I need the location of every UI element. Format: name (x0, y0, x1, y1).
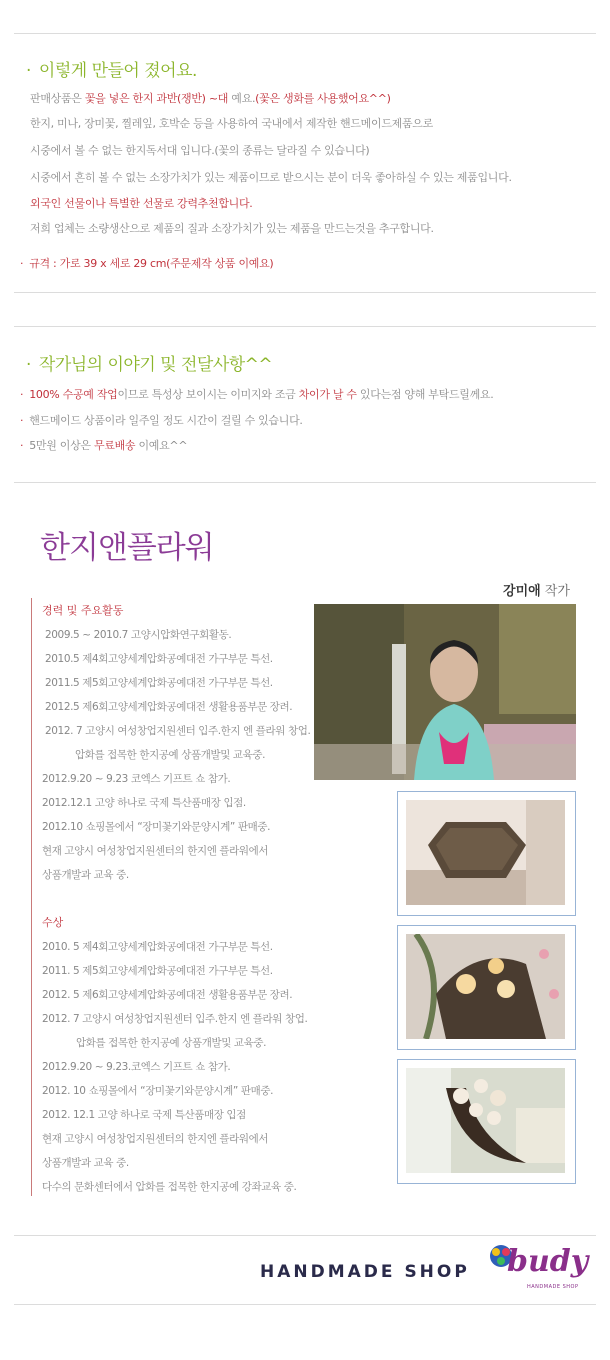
career-column (31, 598, 311, 1196)
brand-title: 한지앤플라워 (40, 530, 214, 566)
divider-2 (14, 326, 596, 327)
award-row: 다수의 문화센터에서 압화를 접목한 한지공예 강좌교육 중. (42, 1181, 297, 1193)
footer-shop-text: HANDMADE SHOP (260, 1262, 470, 1282)
career-row: 2010.5 제4회고양세계압화공예대전 가구부문 특선. (45, 653, 273, 665)
product-tray-image (406, 800, 565, 905)
footer-divider-top (14, 1235, 596, 1236)
awards-heading: 수상 (42, 916, 64, 929)
career-row: 2012. 7 고양시 여성창업지원센터 입주.한지 엔 플라워 창업. (45, 725, 311, 737)
author-photo-art (314, 604, 576, 780)
career-row: 압화를 접목한 한지공예 상품개발및 교육중. (75, 749, 266, 761)
footer-divider-bottom (14, 1304, 596, 1305)
career-row: 2009.5 ~ 2010.7 고양시압화연구회활동. (45, 629, 232, 641)
section1-title-text: 이렇게 만들어 졌어요. (38, 61, 197, 81)
product-photo-2 (397, 925, 576, 1050)
notice-1: · 100% 수공예 작업이므로 특성상 보이시는 이미지와 조금 차이가 날 수 있다는점 양해 부탁드릴께요. (20, 388, 494, 401)
section2-title: · 작가님의 이야기 및 전달사항^^ (26, 355, 273, 375)
product-photo-3 (397, 1059, 576, 1184)
career-row: 현재 고양시 여성창업지원센터의 한지엔 플라워에서 (42, 845, 269, 857)
award-row: 압화를 접목한 한지공예 상품개발및 교육중. (76, 1037, 267, 1049)
award-row: 상품개발과 교육 중. (42, 1157, 129, 1169)
section1-line6: 저희 업체는 소량생산으로 제품의 질과 소장가치가 있는 제품을 만드는것을 추구합니다. (30, 222, 434, 235)
career-row: 2012.9.20 ~ 9.23 코엑스 기프트 쇼 참가. (42, 773, 231, 785)
budy-logo-text: budy (507, 1244, 589, 1279)
section1-line3: 시중에서 볼 수 없는 한지독서대 입니다.(꽃의 종류는 달라질 수 있습니다) (30, 144, 370, 157)
product-flower-lamp-image (406, 1068, 565, 1173)
divider-1 (14, 292, 596, 293)
career-row: 2012.5 제6회고양세계압화공예대전 생활용품부문 장려. (45, 701, 293, 713)
section1-line4: 시중에서 흔히 볼 수 없는 소장가치가 있는 제품이므로 받으시는 분이 더욱 좋아하실 수 있는 제품입니다. (30, 171, 512, 184)
award-row: 2012. 7 고양시 여성창업지원센터 입주.한지 엔 플라워 창업. (42, 1013, 308, 1025)
award-row: 2012. 5 제6회고양세계압화공예대전 생활용품부문 장려. (42, 989, 293, 1001)
divider-3 (14, 482, 596, 483)
section1-line2: 한지, 미나, 장미꽃, 찔레잎, 호박순 등을 사용하여 국내에서 제작한 핸드메이드제품으로 (30, 117, 433, 130)
notice-3: · 5만원 이상은 무료배송 이예요^^ (20, 439, 188, 452)
section2-title-text: 작가님의 이야기 및 전달사항^^ (38, 355, 273, 375)
career-heading: 경력 및 주요활동 (42, 604, 124, 617)
author-name: 강미애 작가 (503, 584, 570, 599)
award-row: 2012. 12.1 고양 하나로 국제 특산품매장 입점 (42, 1109, 246, 1121)
product-photo-1 (397, 791, 576, 916)
spec-line: · 규격 : 가로 39 x 세로 29 cm(주문제작 상품 이예요) (20, 257, 274, 270)
section1-title: · 이렇게 만들어 졌어요. (26, 61, 197, 81)
career-row: 2012.12.1 고양 하나로 국제 특산품매장 입점. (42, 797, 246, 809)
section1-line1: 판매상품은 꽃을 넣은 한지 과반(쟁반) ~대 예요.(꽃은 생화를 사용했어요^^) (30, 92, 391, 105)
career-row: 2011.5 제5회고양세계압화공예대전 가구부문 특선. (45, 677, 273, 689)
award-row: 2011. 5 제5회고양세계압화공예대전 가구부문 특선. (42, 965, 273, 977)
budy-logo (485, 1240, 595, 1300)
section1-line5: 외국인 선물이나 특별한 선물로 강력추천합니다. (30, 197, 253, 210)
award-row: 2012. 10 쇼핑몰에서 “장미꽃기와문양시계” 판매중. (42, 1085, 274, 1097)
notice-2: · 핸드메이드 상품이라 일주일 정도 시간이 걸릴 수 있습니다. (20, 414, 303, 427)
award-row: 현재 고양시 여성창업지원센터의 한지엔 플라워에서 (42, 1133, 269, 1145)
author-photo (314, 604, 576, 780)
budy-logo-sub: HANDMADE SHOP (527, 1284, 579, 1290)
career-row: 상품개발과 교육 중. (42, 869, 129, 881)
career-row: 2012.10 쇼핑몰에서 “장미꽃기와문양시계” 판매중. (42, 821, 271, 833)
product-lamp-image (406, 934, 565, 1039)
award-row: 2012.9.20 ~ 9.23.코엑스 기프트 쇼 참가. (42, 1061, 231, 1073)
award-row: 2010. 5 제4회고양세계압화공예대전 가구부문 특선. (42, 941, 273, 953)
divider-top (14, 33, 596, 34)
